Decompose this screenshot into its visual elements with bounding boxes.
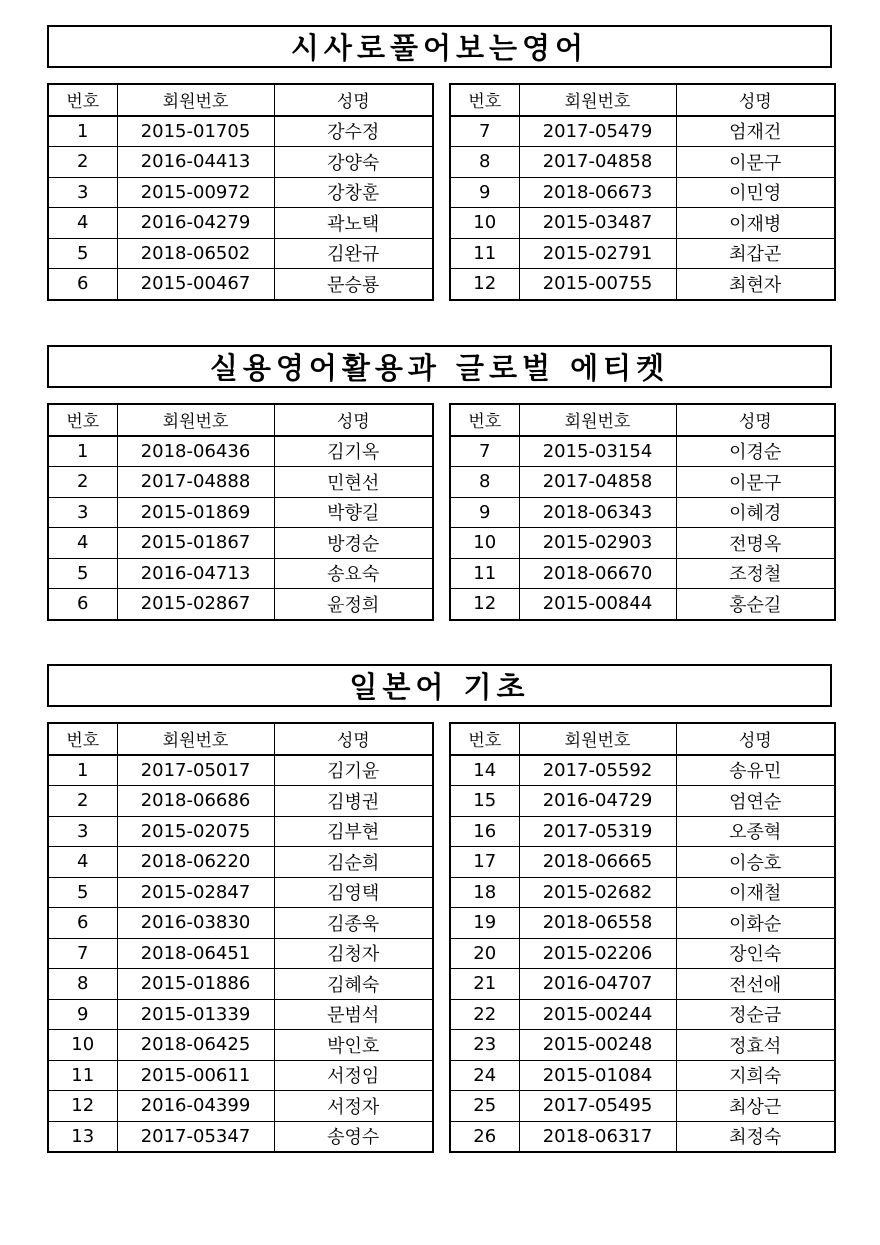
row-number: 12 [450, 269, 519, 300]
table-row [450, 786, 835, 817]
table-row [450, 528, 835, 559]
roster-table-right [449, 83, 836, 301]
member-name: 송영수 [274, 1121, 433, 1152]
member-id: 2018-06558 [519, 908, 676, 939]
member-id: 2015-02682 [519, 877, 676, 908]
member-name: 전선애 [676, 969, 835, 1000]
row-number: 20 [450, 938, 519, 969]
member-name: 문승룡 [274, 269, 433, 300]
member-id: 2017-05592 [519, 755, 676, 786]
table-row [450, 755, 835, 786]
table-row [450, 999, 835, 1030]
table-row [48, 497, 433, 528]
member-id: 2015-01339 [117, 999, 274, 1030]
row-number: 17 [450, 847, 519, 878]
table-row [48, 1030, 433, 1061]
member-name: 곽노택 [274, 208, 433, 239]
member-name: 문범석 [274, 999, 433, 1030]
row-number: 21 [450, 969, 519, 1000]
section-title: 일본어 기초 [47, 664, 832, 707]
table-row [48, 908, 433, 939]
row-number: 15 [450, 786, 519, 817]
row-number: 7 [450, 116, 519, 147]
member-name: 정효석 [676, 1030, 835, 1061]
table-header-row [450, 404, 835, 436]
row-number: 13 [48, 1121, 117, 1152]
member-name: 송요숙 [274, 558, 433, 589]
member-id: 2015-00248 [519, 1030, 676, 1061]
member-id: 2017-05495 [519, 1091, 676, 1122]
table-row [48, 938, 433, 969]
member-name: 이경순 [676, 436, 835, 467]
row-number: 3 [48, 497, 117, 528]
table-row [450, 558, 835, 589]
header-name: 성명 [274, 723, 433, 755]
row-number: 2 [48, 786, 117, 817]
table-row [450, 877, 835, 908]
member-id: 2016-04707 [519, 969, 676, 1000]
member-name: 강양숙 [274, 147, 433, 178]
table-row [48, 208, 433, 239]
member-id: 2015-02791 [519, 238, 676, 269]
member-name: 방경순 [274, 528, 433, 559]
member-name: 홍순길 [676, 589, 835, 620]
row-number: 10 [450, 208, 519, 239]
row-number: 1 [48, 116, 117, 147]
member-id: 2018-06673 [519, 177, 676, 208]
header-member-id: 회원번호 [117, 723, 274, 755]
table-row [48, 816, 433, 847]
member-id: 2015-03154 [519, 436, 676, 467]
table-row [48, 269, 433, 300]
table-row [450, 1121, 835, 1152]
row-number: 9 [450, 497, 519, 528]
member-name: 최갑곤 [676, 238, 835, 269]
table-row [450, 238, 835, 269]
roster-table-left [47, 403, 434, 621]
header-member-id: 회원번호 [519, 723, 676, 755]
member-id: 2016-04729 [519, 786, 676, 817]
table-row [48, 999, 433, 1030]
table-row [450, 436, 835, 467]
row-number: 5 [48, 238, 117, 269]
header-no: 번호 [48, 404, 117, 436]
table-row [48, 467, 433, 498]
section-title: 시사로풀어보는영어 [47, 25, 832, 68]
member-id: 2017-04888 [117, 467, 274, 498]
table-row [450, 497, 835, 528]
member-id: 2017-05347 [117, 1121, 274, 1152]
member-id: 2015-00611 [117, 1060, 274, 1091]
row-number: 19 [450, 908, 519, 939]
member-name: 이승호 [676, 847, 835, 878]
row-number: 22 [450, 999, 519, 1030]
member-name: 최현자 [676, 269, 835, 300]
row-number: 6 [48, 908, 117, 939]
header-no: 번호 [48, 84, 117, 116]
table-row [48, 786, 433, 817]
table-header-row [48, 723, 433, 755]
row-number: 4 [48, 528, 117, 559]
member-name: 엄재건 [676, 116, 835, 147]
row-number: 2 [48, 467, 117, 498]
member-name: 이재병 [676, 208, 835, 239]
member-id: 2016-04399 [117, 1091, 274, 1122]
member-name: 윤정희 [274, 589, 433, 620]
table-row [450, 847, 835, 878]
row-number: 9 [48, 999, 117, 1030]
row-number: 8 [450, 147, 519, 178]
table-row [450, 208, 835, 239]
table-row [48, 1060, 433, 1091]
table-row [450, 1030, 835, 1061]
row-number: 11 [48, 1060, 117, 1091]
table-header-row [450, 84, 835, 116]
table-row [48, 1091, 433, 1122]
member-name: 김청자 [274, 938, 433, 969]
member-id: 2018-06686 [117, 786, 274, 817]
member-name: 이문구 [676, 467, 835, 498]
row-number: 24 [450, 1060, 519, 1091]
row-number: 6 [48, 589, 117, 620]
row-number: 1 [48, 436, 117, 467]
member-name: 박향길 [274, 497, 433, 528]
header-member-id: 회원번호 [117, 404, 274, 436]
member-id: 2018-06665 [519, 847, 676, 878]
row-number: 25 [450, 1091, 519, 1122]
header-name: 성명 [676, 723, 835, 755]
member-id: 2015-00244 [519, 999, 676, 1030]
member-name: 이혜경 [676, 497, 835, 528]
member-name: 김영택 [274, 877, 433, 908]
row-number: 1 [48, 755, 117, 786]
member-id: 2015-00972 [117, 177, 274, 208]
member-name: 장인숙 [676, 938, 835, 969]
member-id: 2015-01705 [117, 116, 274, 147]
row-number: 12 [48, 1091, 117, 1122]
roster-table-left [47, 722, 434, 1153]
table-row [450, 467, 835, 498]
member-id: 2015-02206 [519, 938, 676, 969]
table-row [48, 847, 433, 878]
table-row [48, 1121, 433, 1152]
table-row [48, 147, 433, 178]
member-name: 김혜숙 [274, 969, 433, 1000]
table-row [450, 147, 835, 178]
member-id: 2015-00755 [519, 269, 676, 300]
member-name: 조정철 [676, 558, 835, 589]
member-id: 2015-00844 [519, 589, 676, 620]
member-name: 김완규 [274, 238, 433, 269]
table-row [450, 269, 835, 300]
row-number: 26 [450, 1121, 519, 1152]
member-name: 김기옥 [274, 436, 433, 467]
member-id: 2015-01867 [117, 528, 274, 559]
row-number: 2 [48, 147, 117, 178]
table-row [48, 558, 433, 589]
table-row [48, 969, 433, 1000]
row-number: 5 [48, 558, 117, 589]
member-id: 2016-04413 [117, 147, 274, 178]
member-id: 2018-06670 [519, 558, 676, 589]
table-header-row [450, 723, 835, 755]
table-row [450, 1091, 835, 1122]
row-number: 12 [450, 589, 519, 620]
member-name: 민현선 [274, 467, 433, 498]
table-row [48, 116, 433, 147]
member-id: 2015-01886 [117, 969, 274, 1000]
row-number: 7 [450, 436, 519, 467]
row-number: 16 [450, 816, 519, 847]
table-header-row [48, 84, 433, 116]
member-name: 김병권 [274, 786, 433, 817]
member-name: 오종혁 [676, 816, 835, 847]
member-name: 강수정 [274, 116, 433, 147]
row-number: 11 [450, 238, 519, 269]
roster-table-right [449, 722, 836, 1153]
row-number: 8 [48, 969, 117, 1000]
member-id: 2015-01084 [519, 1060, 676, 1091]
member-id: 2016-04713 [117, 558, 274, 589]
member-name: 김종욱 [274, 908, 433, 939]
member-id: 2017-05319 [519, 816, 676, 847]
member-id: 2017-04858 [519, 467, 676, 498]
member-name: 엄연순 [676, 786, 835, 817]
table-row [450, 969, 835, 1000]
header-name: 성명 [676, 84, 835, 116]
member-id: 2017-05017 [117, 755, 274, 786]
member-id: 2018-06317 [519, 1121, 676, 1152]
row-number: 14 [450, 755, 519, 786]
section-title: 실용영어활용과 글로벌 에티켓 [47, 345, 832, 388]
member-name: 강창훈 [274, 177, 433, 208]
member-name: 정순금 [676, 999, 835, 1030]
member-name: 이재철 [676, 877, 835, 908]
member-id: 2018-06220 [117, 847, 274, 878]
member-name: 김부현 [274, 816, 433, 847]
table-header-row [48, 404, 433, 436]
member-name: 김순희 [274, 847, 433, 878]
member-id: 2018-06436 [117, 436, 274, 467]
member-name: 지희숙 [676, 1060, 835, 1091]
header-member-id: 회원번호 [519, 404, 676, 436]
header-no: 번호 [48, 723, 117, 755]
table-row [450, 908, 835, 939]
member-id: 2018-06343 [519, 497, 676, 528]
member-name: 서정임 [274, 1060, 433, 1091]
member-name: 전명옥 [676, 528, 835, 559]
table-row [450, 177, 835, 208]
table-row [48, 877, 433, 908]
table-row [48, 436, 433, 467]
row-number: 3 [48, 177, 117, 208]
member-id: 2015-02075 [117, 816, 274, 847]
row-number: 10 [450, 528, 519, 559]
member-name: 이화순 [676, 908, 835, 939]
table-row [450, 116, 835, 147]
member-id: 2018-06502 [117, 238, 274, 269]
member-name: 서정자 [274, 1091, 433, 1122]
member-id: 2018-06425 [117, 1030, 274, 1061]
header-no: 번호 [450, 84, 519, 116]
row-number: 4 [48, 208, 117, 239]
row-number: 23 [450, 1030, 519, 1061]
header-name: 성명 [676, 404, 835, 436]
member-id: 2018-06451 [117, 938, 274, 969]
roster-table-left [47, 83, 434, 301]
table-row [48, 238, 433, 269]
row-number: 10 [48, 1030, 117, 1061]
row-number: 6 [48, 269, 117, 300]
member-id: 2016-04279 [117, 208, 274, 239]
row-number: 18 [450, 877, 519, 908]
member-name: 김기윤 [274, 755, 433, 786]
table-row [48, 755, 433, 786]
header-member-id: 회원번호 [117, 84, 274, 116]
header-no: 번호 [450, 723, 519, 755]
table-row [48, 528, 433, 559]
header-no: 번호 [450, 404, 519, 436]
table-row [450, 589, 835, 620]
member-id: 2015-02847 [117, 877, 274, 908]
table-row [450, 816, 835, 847]
roster-table-right [449, 403, 836, 621]
member-name: 송유민 [676, 755, 835, 786]
table-row [48, 177, 433, 208]
table-row [450, 938, 835, 969]
member-id: 2015-02903 [519, 528, 676, 559]
member-name: 최정숙 [676, 1121, 835, 1152]
member-id: 2017-04858 [519, 147, 676, 178]
row-number: 11 [450, 558, 519, 589]
member-id: 2015-03487 [519, 208, 676, 239]
member-id: 2015-00467 [117, 269, 274, 300]
row-number: 7 [48, 938, 117, 969]
row-number: 4 [48, 847, 117, 878]
table-row [48, 589, 433, 620]
member-name: 최상근 [676, 1091, 835, 1122]
member-name: 이민영 [676, 177, 835, 208]
header-member-id: 회원번호 [519, 84, 676, 116]
member-id: 2015-01869 [117, 497, 274, 528]
member-name: 박인호 [274, 1030, 433, 1061]
member-id: 2017-05479 [519, 116, 676, 147]
row-number: 3 [48, 816, 117, 847]
member-id: 2016-03830 [117, 908, 274, 939]
row-number: 9 [450, 177, 519, 208]
row-number: 5 [48, 877, 117, 908]
member-id: 2015-02867 [117, 589, 274, 620]
member-name: 이문구 [676, 147, 835, 178]
table-row [450, 1060, 835, 1091]
header-name: 성명 [274, 404, 433, 436]
row-number: 8 [450, 467, 519, 498]
header-name: 성명 [274, 84, 433, 116]
